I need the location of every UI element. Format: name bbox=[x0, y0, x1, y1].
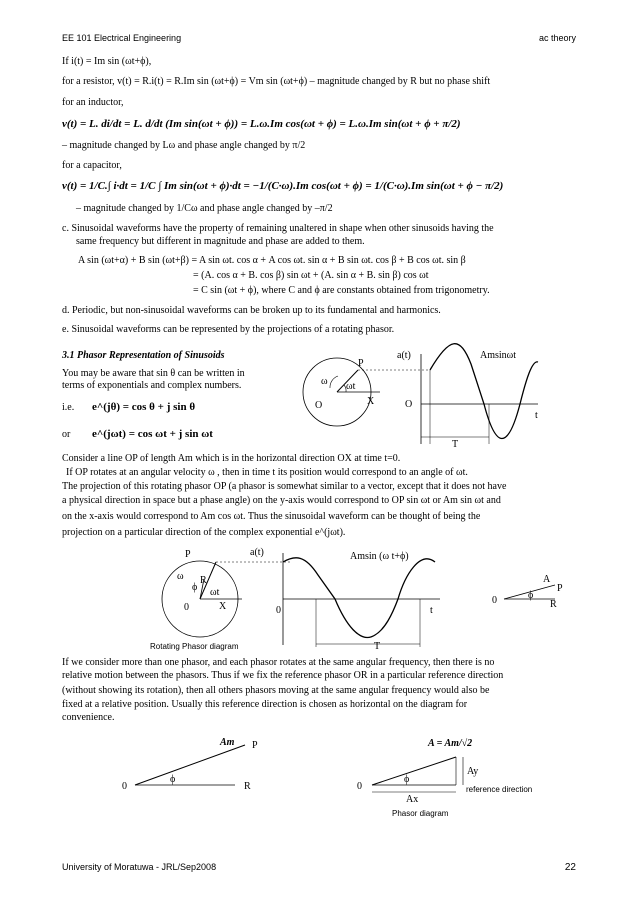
para-line2: If OP rotates at an angular velocity ω , then in time t its position would correspond to an angle of ωt. bbox=[66, 467, 468, 478]
label-period: T bbox=[374, 641, 381, 652]
label-zero: 0 bbox=[122, 781, 127, 792]
caption-phasor: Phasor diagram bbox=[392, 809, 449, 818]
label-phi: ϕ bbox=[170, 774, 176, 785]
label-ax: Ax bbox=[406, 794, 419, 805]
caption-rotating: Rotating Phasor diagram bbox=[150, 642, 239, 651]
figure-rotating-phasor-2 bbox=[130, 545, 600, 653]
line-inductor-note: – magnitude changed by Lω and phase angle changed by π/2 bbox=[62, 140, 306, 151]
label-t: t bbox=[535, 410, 538, 421]
phasor-am bbox=[135, 745, 245, 785]
line-capacitor-note: – magnitude changed by 1/Cω and phase angle changed by –π/2 bbox=[76, 203, 333, 214]
section-heading: 3.1 Phasor Representation of Sinusoids bbox=[62, 350, 225, 361]
label-o2: O bbox=[405, 399, 413, 410]
equation-inductor: v(t) = L. di/dt = L. d/dt (Im sin(ωt + ϕ)) = L.ω.Im cos(ωt + ϕ) = L.ω.Im sin(ωt + ϕ + π/2) bbox=[62, 118, 461, 130]
para2-line3: (without showing its rotation), then all others phasors moving at the same angular frequency would also be bbox=[62, 685, 490, 696]
ie-label: i.e. bbox=[62, 402, 75, 413]
label-zero2: 0 bbox=[276, 605, 281, 616]
sine-waveform bbox=[283, 558, 435, 638]
figure-phasor-diagrams bbox=[110, 728, 560, 823]
para2-line2: relative motion between the phasors. Thus if we fix the reference phasor OR in a particular reference direction bbox=[62, 670, 504, 681]
page-header bbox=[62, 33, 576, 43]
label-amp: Amsin (ω t+ϕ) bbox=[350, 551, 409, 562]
label-ay: Ay bbox=[467, 766, 479, 777]
item-e: e. Sinusoidal waveforms can be represented by the projections of a rotating phasor. bbox=[62, 324, 395, 335]
page-number: 22 bbox=[564, 862, 576, 873]
label-at: a(t) bbox=[397, 350, 411, 361]
line-inductor-label: for an inductor, bbox=[62, 97, 124, 108]
label-reference-direction: reference direction bbox=[466, 785, 533, 794]
label-p2: P bbox=[557, 583, 563, 594]
label-omega: ω bbox=[321, 376, 328, 387]
label-p: P bbox=[252, 740, 258, 751]
para-line1: Consider a line OP of length Am which is in the horizontal direction OX at time t=0. bbox=[62, 453, 401, 464]
label-a: A bbox=[543, 574, 551, 585]
label-period: T bbox=[452, 439, 459, 450]
label-t: t bbox=[430, 605, 433, 616]
label-wt: ωt bbox=[346, 381, 356, 392]
or-label: or bbox=[62, 429, 71, 440]
label-r2: R bbox=[550, 599, 557, 610]
label-r: R bbox=[200, 575, 207, 586]
label-zero2: 0 bbox=[357, 781, 362, 792]
intro-line1: You may be aware that sin θ can be written in bbox=[62, 368, 245, 379]
label-phi2: ϕ bbox=[528, 590, 534, 601]
para2-line4: fixed at a relative position. Usually this reference direction is chosen as horizontal on the diagram for bbox=[62, 699, 468, 710]
trig-line2: = (A. cos α + B. cos β) sin ωt + (A. sin α + B. sin β) cos ωt bbox=[193, 270, 429, 281]
equation-capacitor: v(t) = 1/C.∫ i·dt = 1/C ∫ Im sin(ωt + ϕ)·dt = −1/(C·ω).Im cos(ωt + ϕ) = 1/(C·ω).Im sin(ωt + ϕ − π/2) bbox=[62, 180, 504, 192]
para2-line5: convenience. bbox=[62, 712, 115, 723]
label-wt: ωt bbox=[210, 587, 220, 598]
label-phi2: ϕ bbox=[404, 774, 410, 785]
header-topic: ac theory bbox=[538, 33, 576, 43]
label-at: a(t) bbox=[250, 547, 264, 558]
label-p: P bbox=[185, 549, 191, 560]
para2-line1: If we consider more than one phasor, and each phasor rotates at the same angular frequency, then there is no bbox=[62, 657, 495, 668]
euler-equation-omega: e^(jωt) = cos ωt + j sin ωt bbox=[92, 428, 213, 440]
label-a-equation: A = Am/√2 bbox=[428, 738, 473, 749]
line-resistor: for a resistor, v(t) = R.i(t) = R.Im sin (ωt+ϕ) = Vm sin (ωt+ϕ) – magnitude changed by R but no phase shift bbox=[62, 76, 491, 87]
page-footer bbox=[62, 862, 576, 872]
rotation-arrow bbox=[330, 376, 338, 388]
intro-line2: terms of exponentials and complex numbers. bbox=[62, 380, 242, 391]
label-amp: Amsinωt bbox=[480, 350, 517, 361]
item-c-line1: c. Sinusoidal waveforms have the property of remaining unaltered in shape when other sinusoids having the bbox=[62, 223, 494, 234]
para-line4: a physical direction in space but a phase angle) on the y-axis would correspond to OP sin ωt or Am sin ωt and bbox=[62, 495, 501, 506]
label-x: X bbox=[219, 601, 227, 612]
label-p: P bbox=[358, 358, 364, 369]
para-line5: on the x-axis would correspond to Am cos ωt. Thus the sinusoidal waveform can be thought of being the bbox=[62, 511, 481, 522]
trig-line3: = C sin (ωt + ϕ), where C and ϕ are constants obtained from trigonometry. bbox=[193, 285, 490, 296]
line-capacitor-label: for a capacitor, bbox=[62, 160, 122, 171]
label-zero3: 0 bbox=[492, 595, 497, 606]
label-zero: 0 bbox=[184, 602, 189, 613]
label-o: O bbox=[315, 400, 323, 411]
label-x: X bbox=[367, 396, 375, 407]
footer-source: University of Moratuwa - JRL/Sep2008 bbox=[62, 862, 217, 872]
item-c-line2: same frequency but different in magnitude and phase are added to them. bbox=[76, 236, 365, 247]
trig-line1: A sin (ωt+α) + B sin (ωt+β) = A sin ωt. cos α + A cos ωt. sin α + B sin ωt. cos β + B cos ωt. sin β bbox=[78, 255, 466, 266]
para-line6: projection on a particular direction of the complex exponential e^(jωt). bbox=[62, 527, 346, 538]
para-line3: The projection of this rotating phasor OP (a phasor is somewhat similar to a vector, except that it does not have bbox=[62, 481, 507, 492]
label-omega: ω bbox=[177, 571, 184, 582]
label-phi: ϕ bbox=[192, 582, 198, 593]
line-if-current: If i(t) = Im sin (ωt+ϕ), bbox=[62, 56, 152, 67]
figure-rotating-phasor-1 bbox=[290, 340, 580, 455]
euler-equation: e^(jθ) = cos θ + j sin θ bbox=[92, 401, 196, 413]
label-am: Am bbox=[220, 737, 235, 748]
label-r: R bbox=[244, 781, 251, 792]
phasor-a bbox=[372, 757, 456, 785]
item-d: d. Periodic, but non-sinusoidal waveforms can be broken up to its fundamental and harmonics. bbox=[62, 305, 441, 316]
header-course: EE 101 Electrical Engineering bbox=[62, 33, 182, 43]
